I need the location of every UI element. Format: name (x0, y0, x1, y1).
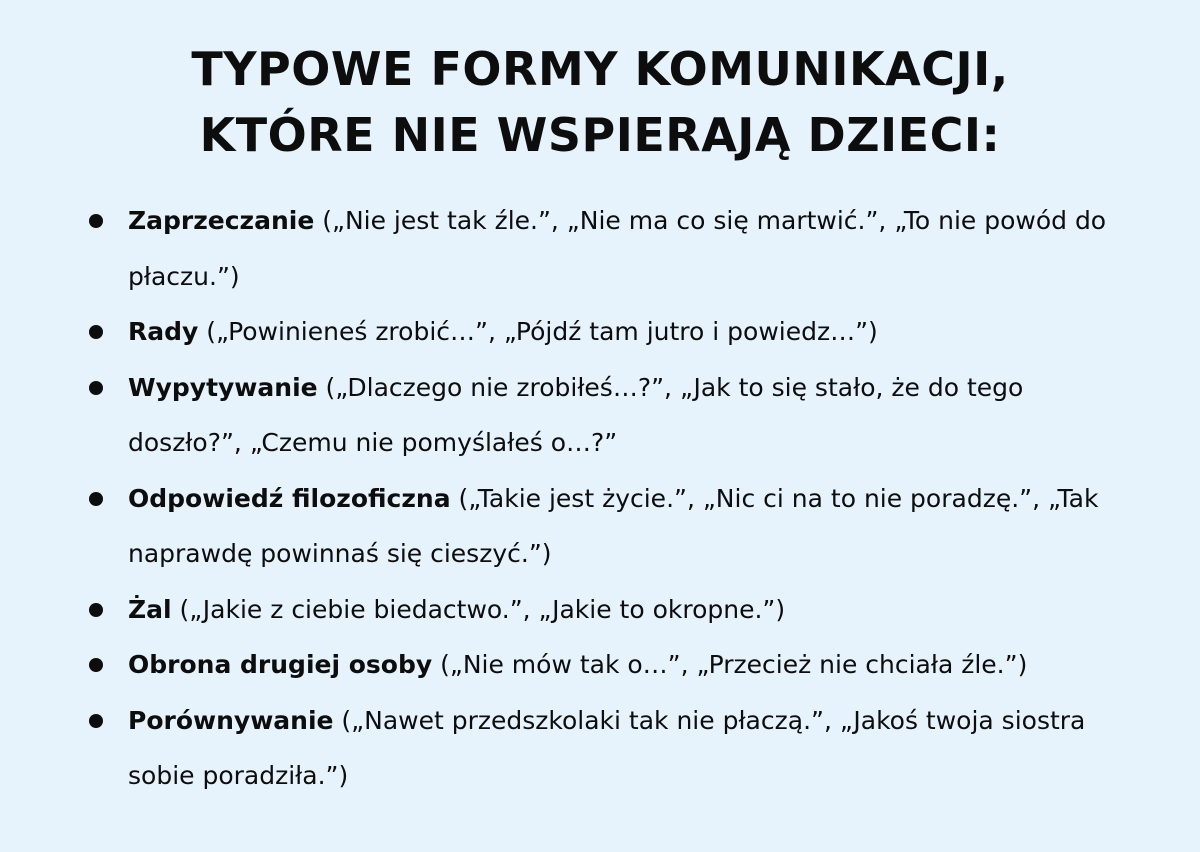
item-text: („Nie mów tak o…”, „Przecież nie chciała źle.”) (432, 650, 1028, 679)
item-text: („Nawet przedszkolaki tak nie płaczą.”, „Jakoś twoja siostra sobie poradziła.”) (128, 705, 1086, 790)
list-item (84, 582, 1134, 638)
bullet-icon (89, 381, 103, 395)
item-text: („Dlaczego nie zrobiłeś…?”, „Jak to się stało, że do tego doszło?”, „Czemu nie pomyślałeś o…?” (128, 372, 1024, 457)
list-item (84, 637, 1134, 693)
list-item (84, 693, 1134, 804)
bullet-icon (89, 492, 103, 506)
page-title (0, 36, 1200, 168)
bullet-icon (89, 658, 103, 672)
title-line-1: TYPOWE FORMY KOMUNIKACJI, (191, 42, 1009, 96)
list-item (84, 193, 1134, 304)
item-term: Odpowiedź filozoficzna (128, 483, 451, 513)
title-line-2: KTÓRE NIE WSPIERAJĄ DZIECI: (199, 108, 1001, 162)
bullet-icon (89, 603, 103, 617)
bullet-icon (89, 214, 103, 228)
item-term: Porównywanie (128, 705, 334, 735)
item-text: („Jakie z ciebie biedactwo.”, „Jakie to okropne.”) (171, 594, 786, 624)
list-item (84, 360, 1134, 471)
list-item (84, 304, 1134, 360)
item-term: Rady (128, 317, 199, 346)
bullet-icon (89, 325, 103, 339)
item-term: Wypytywanie (128, 372, 318, 402)
communication-forms-list (84, 193, 1134, 804)
item-text: („Powinieneś zrobić…”, „Pójdź tam jutro i powiedz…”) (198, 317, 878, 346)
item-text: („Nie jest tak źle.”, „Nie ma co się martwić.”, „To nie powód do płaczu.”) (128, 206, 1107, 291)
item-text: („Takie jest życie.”, „Nic ci na to nie poradzę.”, „Tak naprawdę powinnaś się cieszyć.”) (128, 483, 1099, 568)
bullet-icon (89, 714, 103, 728)
item-term: Zaprzeczanie (128, 206, 315, 235)
item-term: Obrona drugiej osoby (128, 650, 433, 679)
list-item (84, 471, 1134, 582)
item-term: Żal (128, 594, 172, 624)
